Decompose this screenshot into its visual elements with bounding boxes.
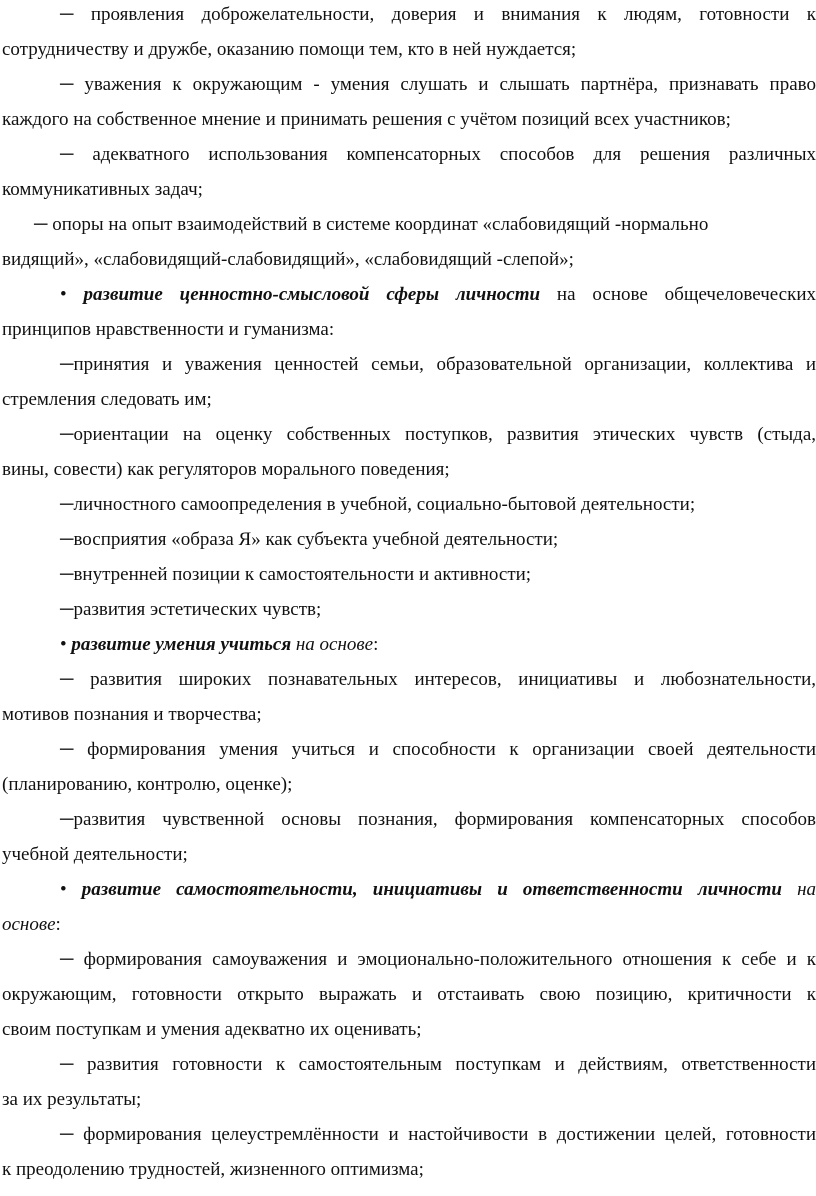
text-line: ─развития чувственной основы познания, формирования компенсаторных способов [60,809,816,830]
text-line: ─ опоры на опыт взаимодействий в системе координат «слабовидящий -нормально [34,214,709,235]
text-line: ─ уважения к окружающим - умения слушать и слышать партнёра, признавать право [60,74,816,95]
text-line: стремления следовать им; [2,389,212,410]
heading-title: развитие самостоятельности, инициативы и ответственности личности [81,879,782,900]
heading-rest: : [373,634,379,655]
heading-title: развитие ценностно-смысловой сферы личности [83,284,541,305]
text-line: ─ формирования целеустремлённости и настойчивости в достижении целей, готовности [60,1124,816,1145]
text-line: ─ развития готовности к самостоятельным поступкам и действиям, ответственности [60,1054,816,1075]
heading-italic: на основе [291,634,374,655]
text-line: ─ формирования умения учиться и способности к организации своей деятельности [60,739,816,760]
text-line: каждого на собственное мнение и принимать решения с учётом позиций всех участников; [2,109,731,130]
text-line: ─ развития широких познавательных интересов, инициативы и любознательности, [60,669,816,690]
heading-title: развитие умения учиться [71,634,292,655]
bullet-icon: • [60,879,67,900]
text-line: ─ориентации на оценку собственных поступков, развития этических чувств (стыда, [60,424,816,445]
text-line: ─ проявления доброжелательности, доверия и внимания к людям, готовности к [60,4,816,25]
text-line: (планированию, контролю, оценке); [2,774,293,795]
text-line: ─личностного самоопределения в учебной, социально-бытовой деятельности; [60,494,696,515]
text-line: учебной деятельности; [2,844,188,865]
heading-italic: основе [2,914,56,935]
text-line: к преодолению трудностей, жизненного оптимизма; [2,1159,424,1180]
text-line: сотрудничеству и дружбе, оказанию помощи тем, кто в ней нуждается; [2,39,577,60]
text-line: за их результаты; [2,1089,142,1110]
section-heading-independence-cont [0,908,816,942]
text-line: ─принятия и уважения ценностей семьи, образовательной организации, коллектива и [60,354,816,375]
section-heading-values [0,278,816,312]
text-line: своим поступкам и умения адекватно их оценивать; [2,1019,422,1040]
text-line: ─развития эстетических чувств; [60,599,322,620]
heading-rest: : [55,914,61,935]
text-line: мотивов познания и творчества; [2,704,262,725]
text-line: принципов нравственности и гуманизма: [2,319,335,340]
text-line: окружающим, готовности открыто выражать и отстаивать свою позицию, критичности к [2,984,816,1005]
text-line: ─внутренней позиции к самостоятельности и активности; [60,564,532,585]
bullet-icon: • [60,284,67,305]
heading-italic: на [781,879,816,900]
text-line: ─ адекватного использования компенсаторных способов для решения различных [60,144,816,165]
text-line: коммуникативных задач; [2,179,203,200]
text-line: ─ формирования самоуважения и эмоционально-положительного отношения к себе и к [60,949,816,970]
text-line: видящий», «слабовидящий-слабовидящий», «слабовидящий -слепой»; [2,249,574,270]
heading-rest: на основе общечеловеческих [540,284,816,305]
section-heading-independence [0,873,816,907]
text-line: вины, совести) как регуляторов морального поведения; [2,459,450,480]
bullet-icon: • [60,634,67,655]
text-line: ─восприятия «образа Я» как субъекта учебной деятельности; [60,529,559,550]
section-heading-learning [0,628,816,662]
